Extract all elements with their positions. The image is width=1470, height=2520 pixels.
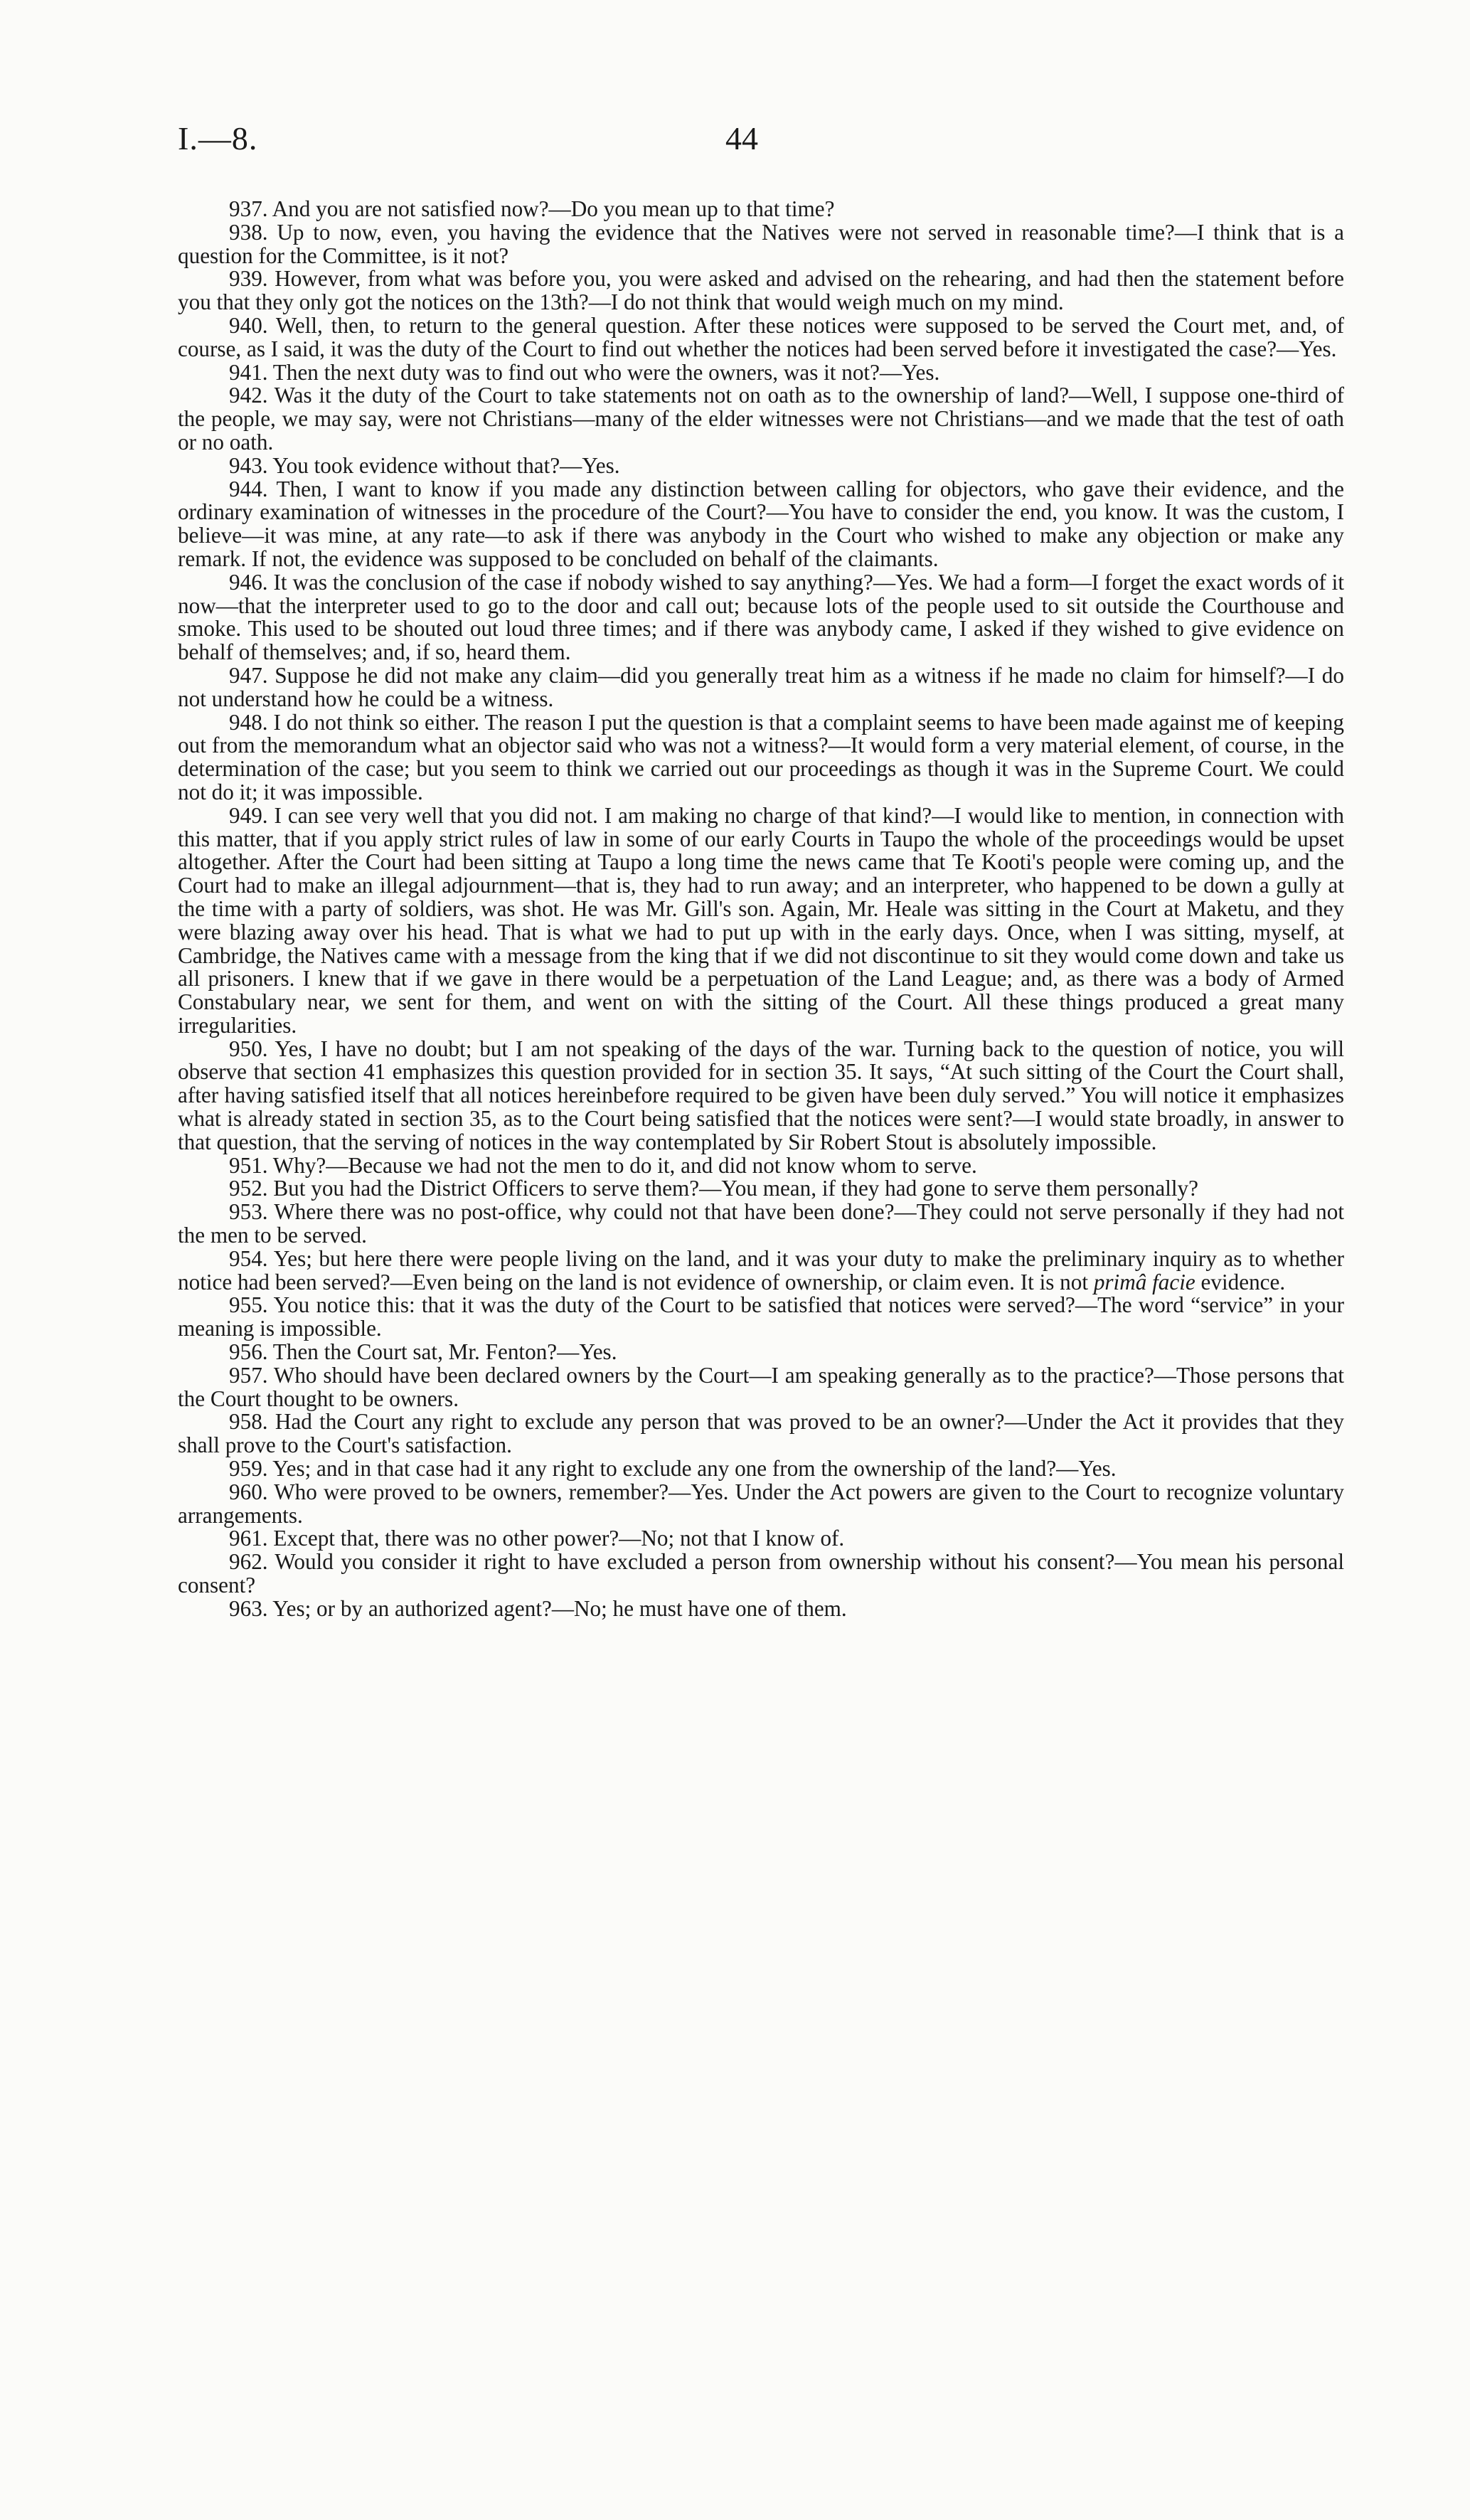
question-959: 959. Yes; and in that case had it any right to exclude any one from the ownership of the land?—Yes. (229, 1456, 1117, 1482)
question-946: 946. It was the conclusion of the case if nobody wished to say anything?—Yes. We had a form—I forget the exact words of it now—that the interpreter used to go to the door and call out; because lots of the people used to sit outside the Courthouse and smoke. This used to be shouted out loud three times; and if there was anybody came, I asked if they wished to give evidence on behalf of themselves; and, if so, heard them. (178, 569, 1344, 665)
question-958: 958. Had the Court any right to exclude any person that was proved to be an owner?—Under the Act it provides that they shall prove to the Court's satisfaction. (178, 1409, 1344, 1458)
question-957: 957. Who should have been declared owners by the Court—I am speaking generally as to the practice?—Those persons that the Court thought to be owners. (178, 1362, 1344, 1411)
question-951: 951. Why?—Because we had not the men to do it, and did not know whom to serve. (229, 1152, 977, 1178)
question-950: 950. Yes, I have no doubt; but I am not speaking of the days of the war. Turning back to the question of notice, you will observe that section 41 emphasizes this question provided for in section 35. It says, “At such sitting of the Court the Court shall, after having satisfied itself that all notices hereinbefore required to be given have been duly served.” You will notice it emphasizes what is already stated in section 35, as to the Court being satisfied that the notices were sent?—I would state broadly, in answer to that question, that the serving of notices in the way contemplated by Sir Robert Stout is absolutely impossible. (178, 1036, 1344, 1154)
question-960: 960. Who were proved to be owners, remember?—Yes. Under the Act powers are given to the Court to recognize voluntary arrangements. (178, 1479, 1344, 1528)
parliamentary-paper-reference: I.—8. (178, 120, 258, 156)
question-940: 940. Well, then, to return to the general question. After these notices were supposed to be served the Court met, and, of course, as I said, it was the duty of the Court to find out whether the notices had been served before it investigated the case?—Yes. (178, 312, 1344, 361)
testimony-body (178, 198, 1344, 1621)
question-956: 956. Then the Court sat, Mr. Fenton?—Yes. (229, 1339, 617, 1365)
question-937: 937. And you are not satisfied now?—Do you mean up to that time? (229, 196, 835, 221)
question-963: 963. Yes; or by an authorized agent?—No; he must have one of them. (229, 1595, 847, 1621)
question-944: 944. Then, I want to know if you made any distinction between calling for objectors, who gave their evidence, and the ordinary examination of witnesses in the procedure of the Court?—You have to consider the end, you know. It was the custom, I believe—it was mine, at any rate—to ask if there was anybody in the Court who wished to make any objection or make any remark. If not, the evidence was supposed to be concluded on behalf of the claimants. (178, 476, 1344, 571)
question-938: 938. Up to now, even, you having the evidence that the Natives were not served in reasonable time?—I think that is a question for the Committee, is it not? (178, 219, 1344, 268)
question-949: 949. I can see very well that you did not. I am making no charge of that kind?—I would like to mention, in connection with this matter, that if you apply strict rules of law in some of our early Courts in Taupo the whole of the proceedings would be upset altogether. After the Court had been sitting at Taupo a long time the news came that Te Kooti's people were coming up, and the Court had to make an illegal adjournment—that is, they had to run away; and an interpreter, who happened to be down a gully at the time with a party of soldiers, was shot. He was Mr. Gill's son. Again, Mr. Heale was sitting in the Court at Maketu, and they were blazing away over his head. That is what we had to put up with in the early days. Once, when I was sitting, myself, at Cambridge, the Natives came with a message from the king that if we did not discontinue to sit they would come down and take us all prisoners. I knew that if we gave in there would be a perpetuation of the Land League; and, as there was a body of Armed Constabulary near, we sent for them, and went on with the sitting of the Court. All these things produced a great many irregularities. (178, 802, 1344, 1038)
latin-phrase: primâ facie (1093, 1269, 1195, 1294)
question-942: 942. Was it the duty of the Court to take statements not on oath as to the ownership of land?—Well, I suppose one-third of the people, we may say, were not Christians—many of the elder witnesses were not Christians—and we made that the test of oath or no oath. (178, 383, 1344, 454)
question-941: 941. Then the next duty was to find out who were the owners, was it not?—Yes. (229, 359, 940, 385)
question-961: 961. Except that, there was no other power?—No; not that I know of. (229, 1526, 845, 1551)
question-955: 955. You notice this: that it was the duty of the Court to be satisfied that notices were served?—The word “service” in your meaning is impossible. (178, 1292, 1344, 1341)
question-953: 953. Where there was no post-office, why could not that have been done?—They could not serve personally if they had not the men to be served. (178, 1199, 1344, 1248)
question-952: 952. But you had the District Officers to serve them?—You mean, if they had gone to serve them personally? (229, 1176, 1198, 1201)
question-954 (178, 1245, 1344, 1294)
page-number: 44 (725, 120, 758, 156)
question-943: 943. You took evidence without that?—Yes. (229, 452, 620, 478)
question-962: 962. Would you consider it right to have excluded a person from ownership without his consent?—You mean his personal consent? (178, 1549, 1344, 1598)
page-header (178, 119, 1344, 169)
question-954-tail: evidence. (1195, 1269, 1286, 1294)
question-939: 939. However, from what was before you, you were asked and advised on the rehearing, and had then the statement before you that they only got the notices on the 13th?—I do not think that would weigh much on my mind. (178, 266, 1344, 315)
question-947: 947. Suppose he did not make any claim—did you generally treat him as a witness if he made no claim for himself?—I do not understand how he could be a witness. (178, 662, 1344, 711)
question-954-text: 954. Yes; but here there were people living on the land, and it was your duty to make the preliminary inquiry as to whether notice had been served?—Even being on the land is not evidence of ownership, or claim even. It is not (178, 1245, 1344, 1294)
question-948: 948. I do not think so either. The reason I put the question is that a complaint seems to have been made against me of keeping out from the memorandum what an objector said who was not a witness?—It would form a very material element, of course, in the determination of the case; but you seem to think we carried out our proceedings as though it was in the Supreme Court. We could not do it; it was impossible. (178, 709, 1344, 804)
